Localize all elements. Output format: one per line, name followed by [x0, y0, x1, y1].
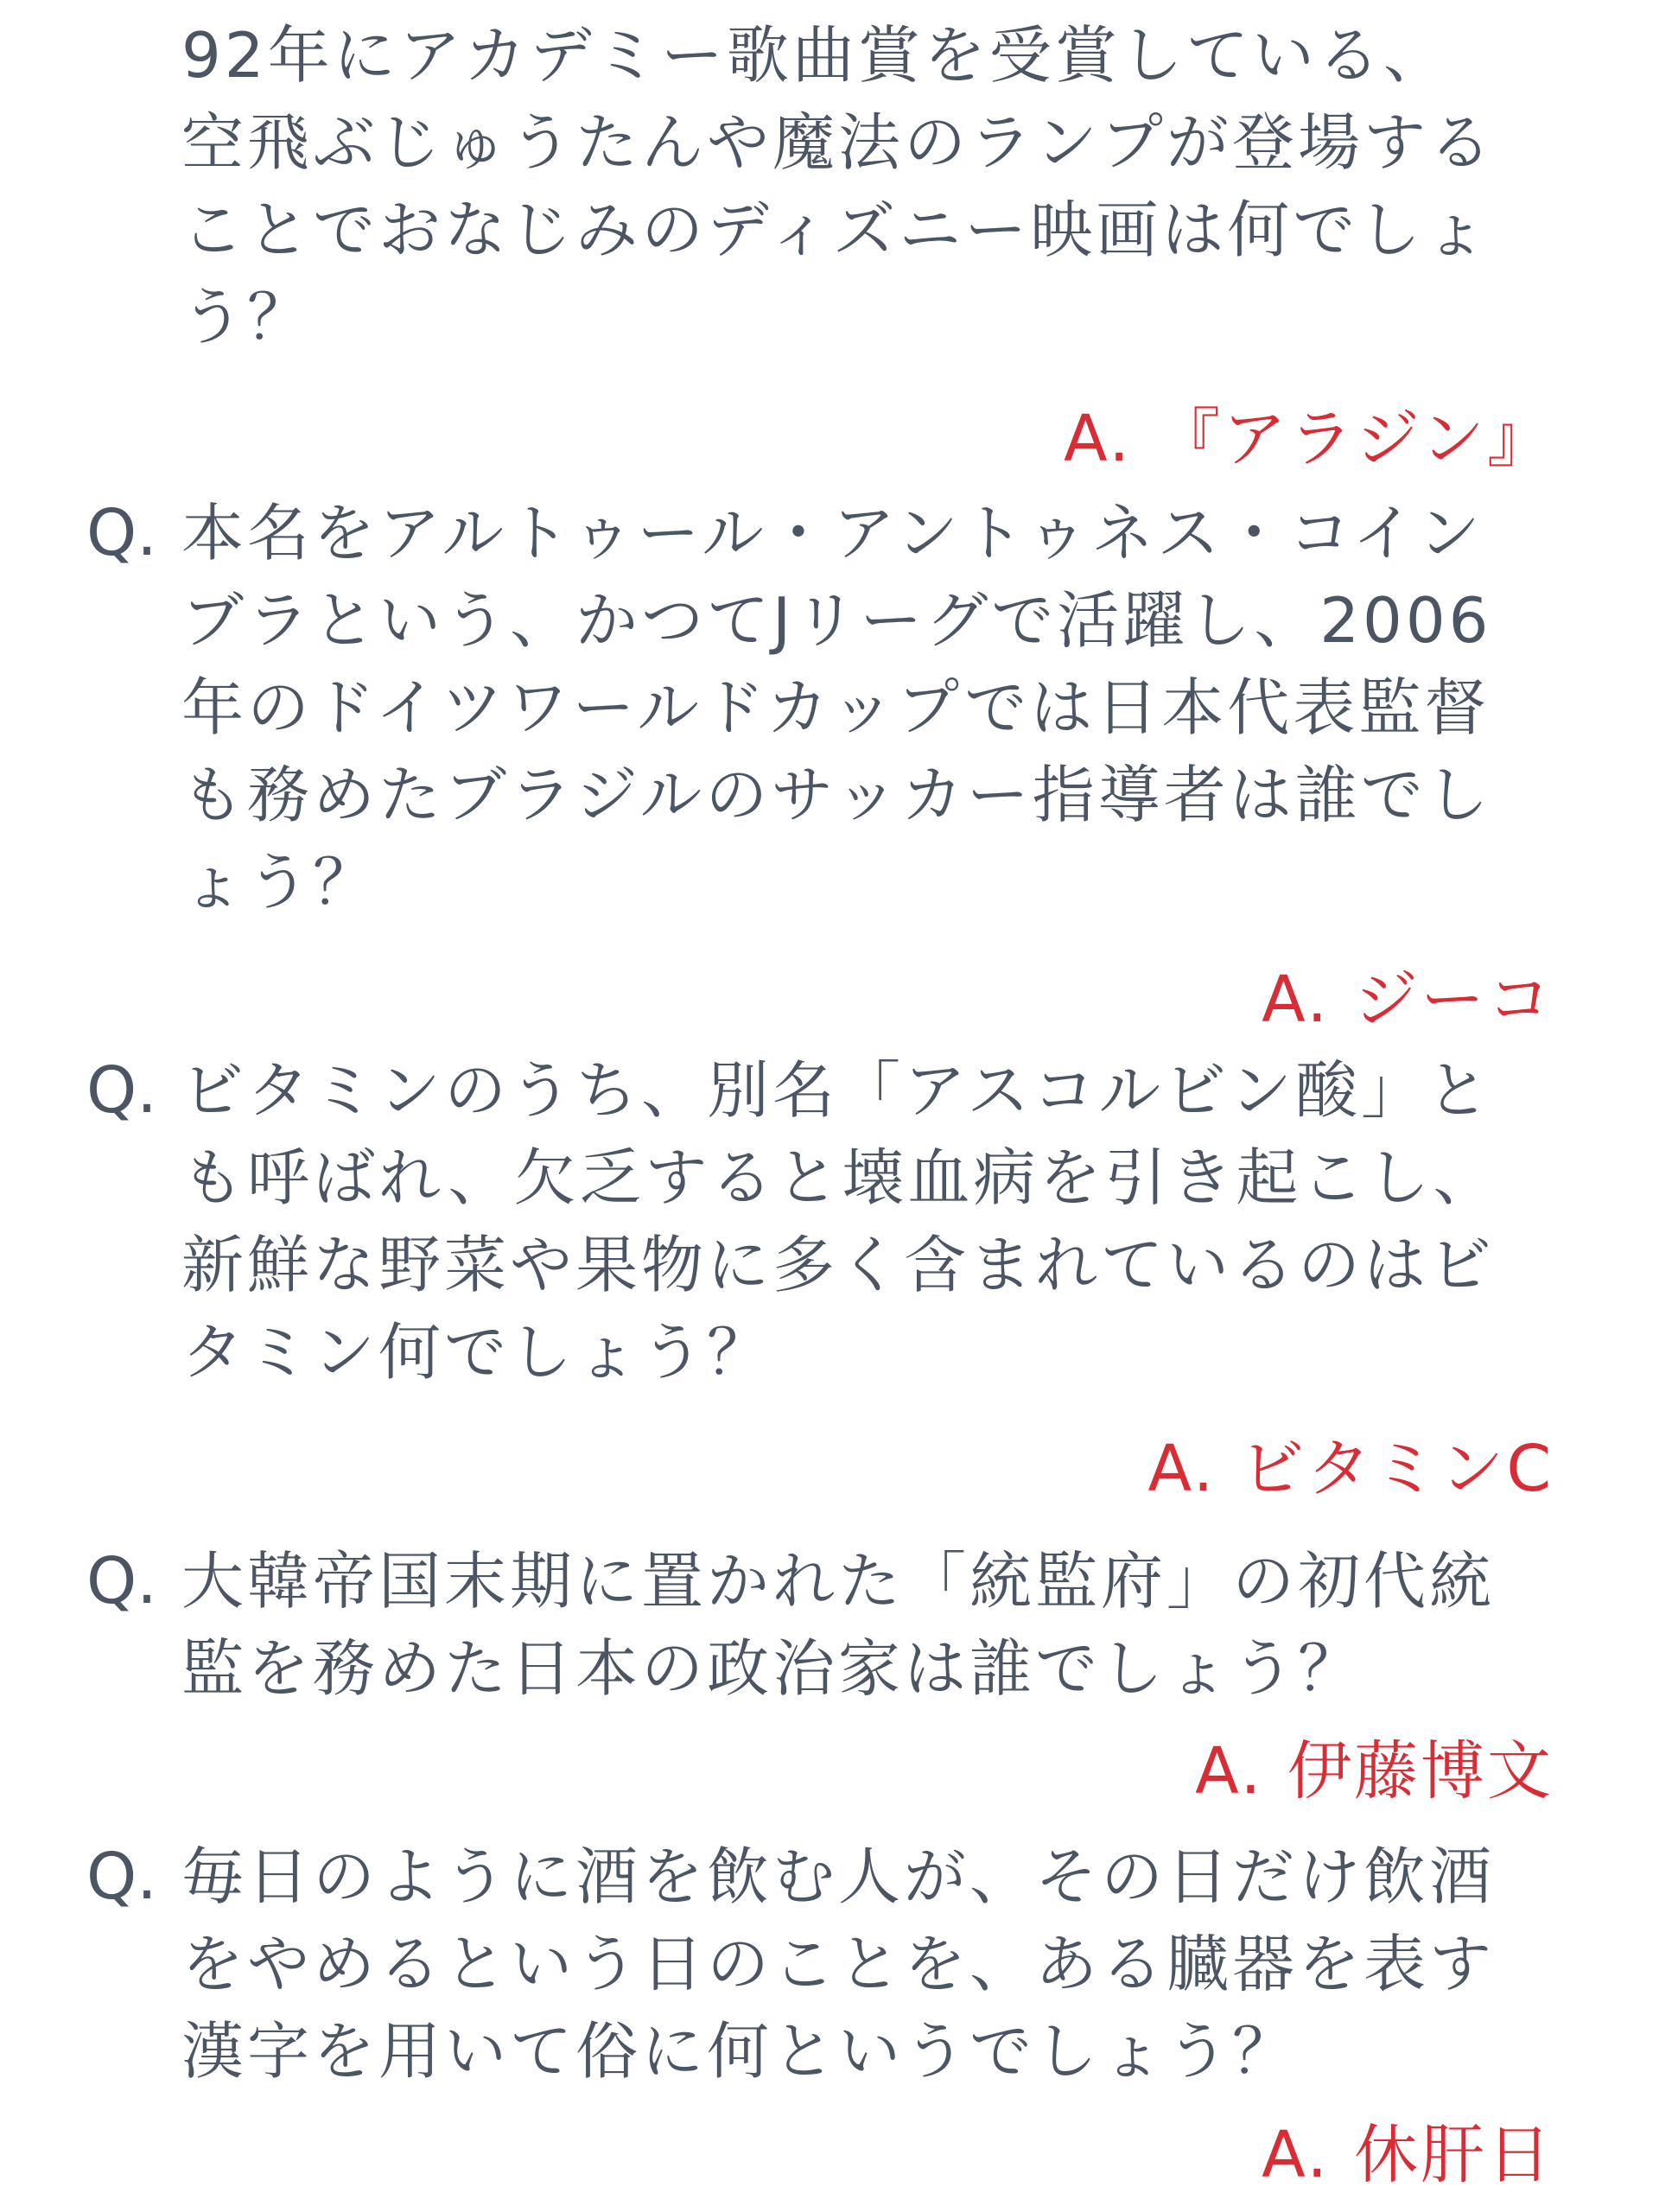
question-line: ビタミンのうち、別名「アスコルビン酸」と: [181, 1054, 1493, 1127]
question-line: も呼ばれ、欠乏すると壊血病を引き起こし、: [181, 1141, 1499, 1214]
answer-prefix: A.: [1195, 1734, 1263, 1808]
answer-prefix: A.: [1147, 1432, 1217, 1506]
question-line: 漢字を用いて俗に何というでしょう？: [181, 2015, 1299, 2088]
answer-text: 休肝日: [1354, 2118, 1554, 2192]
answer-text: ビタミンC: [1240, 1432, 1554, 1506]
question-text: [181, 1538, 1573, 1713]
answer: [1064, 396, 1554, 482]
answer-text: ジーコ: [1354, 963, 1554, 1037]
answer-prefix: A.: [1064, 402, 1132, 476]
question-marker: Q.: [86, 1840, 157, 1914]
answer-prefix: A.: [1262, 963, 1330, 1037]
question-line: 空飛ぶじゅうたんや魔法のランプが登場する: [181, 106, 1496, 179]
question-line: ょう？: [181, 846, 379, 918]
question-marker: Q.: [86, 1544, 157, 1618]
answer: [1262, 2112, 1554, 2198]
question-line: 大韓帝国末期に置かれた「統監府」の初代統: [181, 1545, 1496, 1618]
answer: [1195, 1728, 1554, 1815]
question-line: ことでおなじみのディズニー映画は何でしょ: [181, 194, 1491, 266]
question-line: 監を務めた日本の政治家は誰でしょう？: [181, 1632, 1364, 1705]
answer-text: 伊藤博文: [1287, 1734, 1554, 1808]
question-text: [181, 12, 1573, 361]
answer-prefix: A.: [1262, 2118, 1330, 2192]
question-line: 毎日のように酒を飲む人が、その日だけ飲酒: [181, 1840, 1496, 1913]
question-line: ブラという、かつてJリーグで活躍し、2006: [181, 584, 1492, 657]
question-line: をやめるという日のことを、ある臓器を表す: [181, 1928, 1496, 2000]
question-marker: Q.: [86, 496, 157, 570]
question-marker: Q.: [86, 1053, 157, 1128]
answer: [1262, 957, 1554, 1043]
answer-text: 『アラジン』: [1155, 402, 1554, 476]
question-text: [181, 490, 1573, 926]
question-line: う？: [181, 281, 314, 353]
question-text: [181, 1047, 1573, 1396]
question-line: タミン何でしょう？: [181, 1316, 773, 1389]
answer: [1147, 1426, 1554, 1512]
question-line: 92年にアカデミー歌曲賞を受賞している、: [181, 19, 1449, 92]
question-line: 本名をアルトゥール・アントゥネス・コイン: [181, 497, 1484, 569]
question-text: [181, 1834, 1573, 2095]
question-line: 新鮮な野菜や果物に多く含まれているのはビ: [181, 1229, 1496, 1301]
question-line: 年のドイツワールドカップでは日本代表監督: [181, 671, 1491, 744]
question-line: も務めたブラジルのサッカー指導者は誰でし: [181, 759, 1492, 831]
